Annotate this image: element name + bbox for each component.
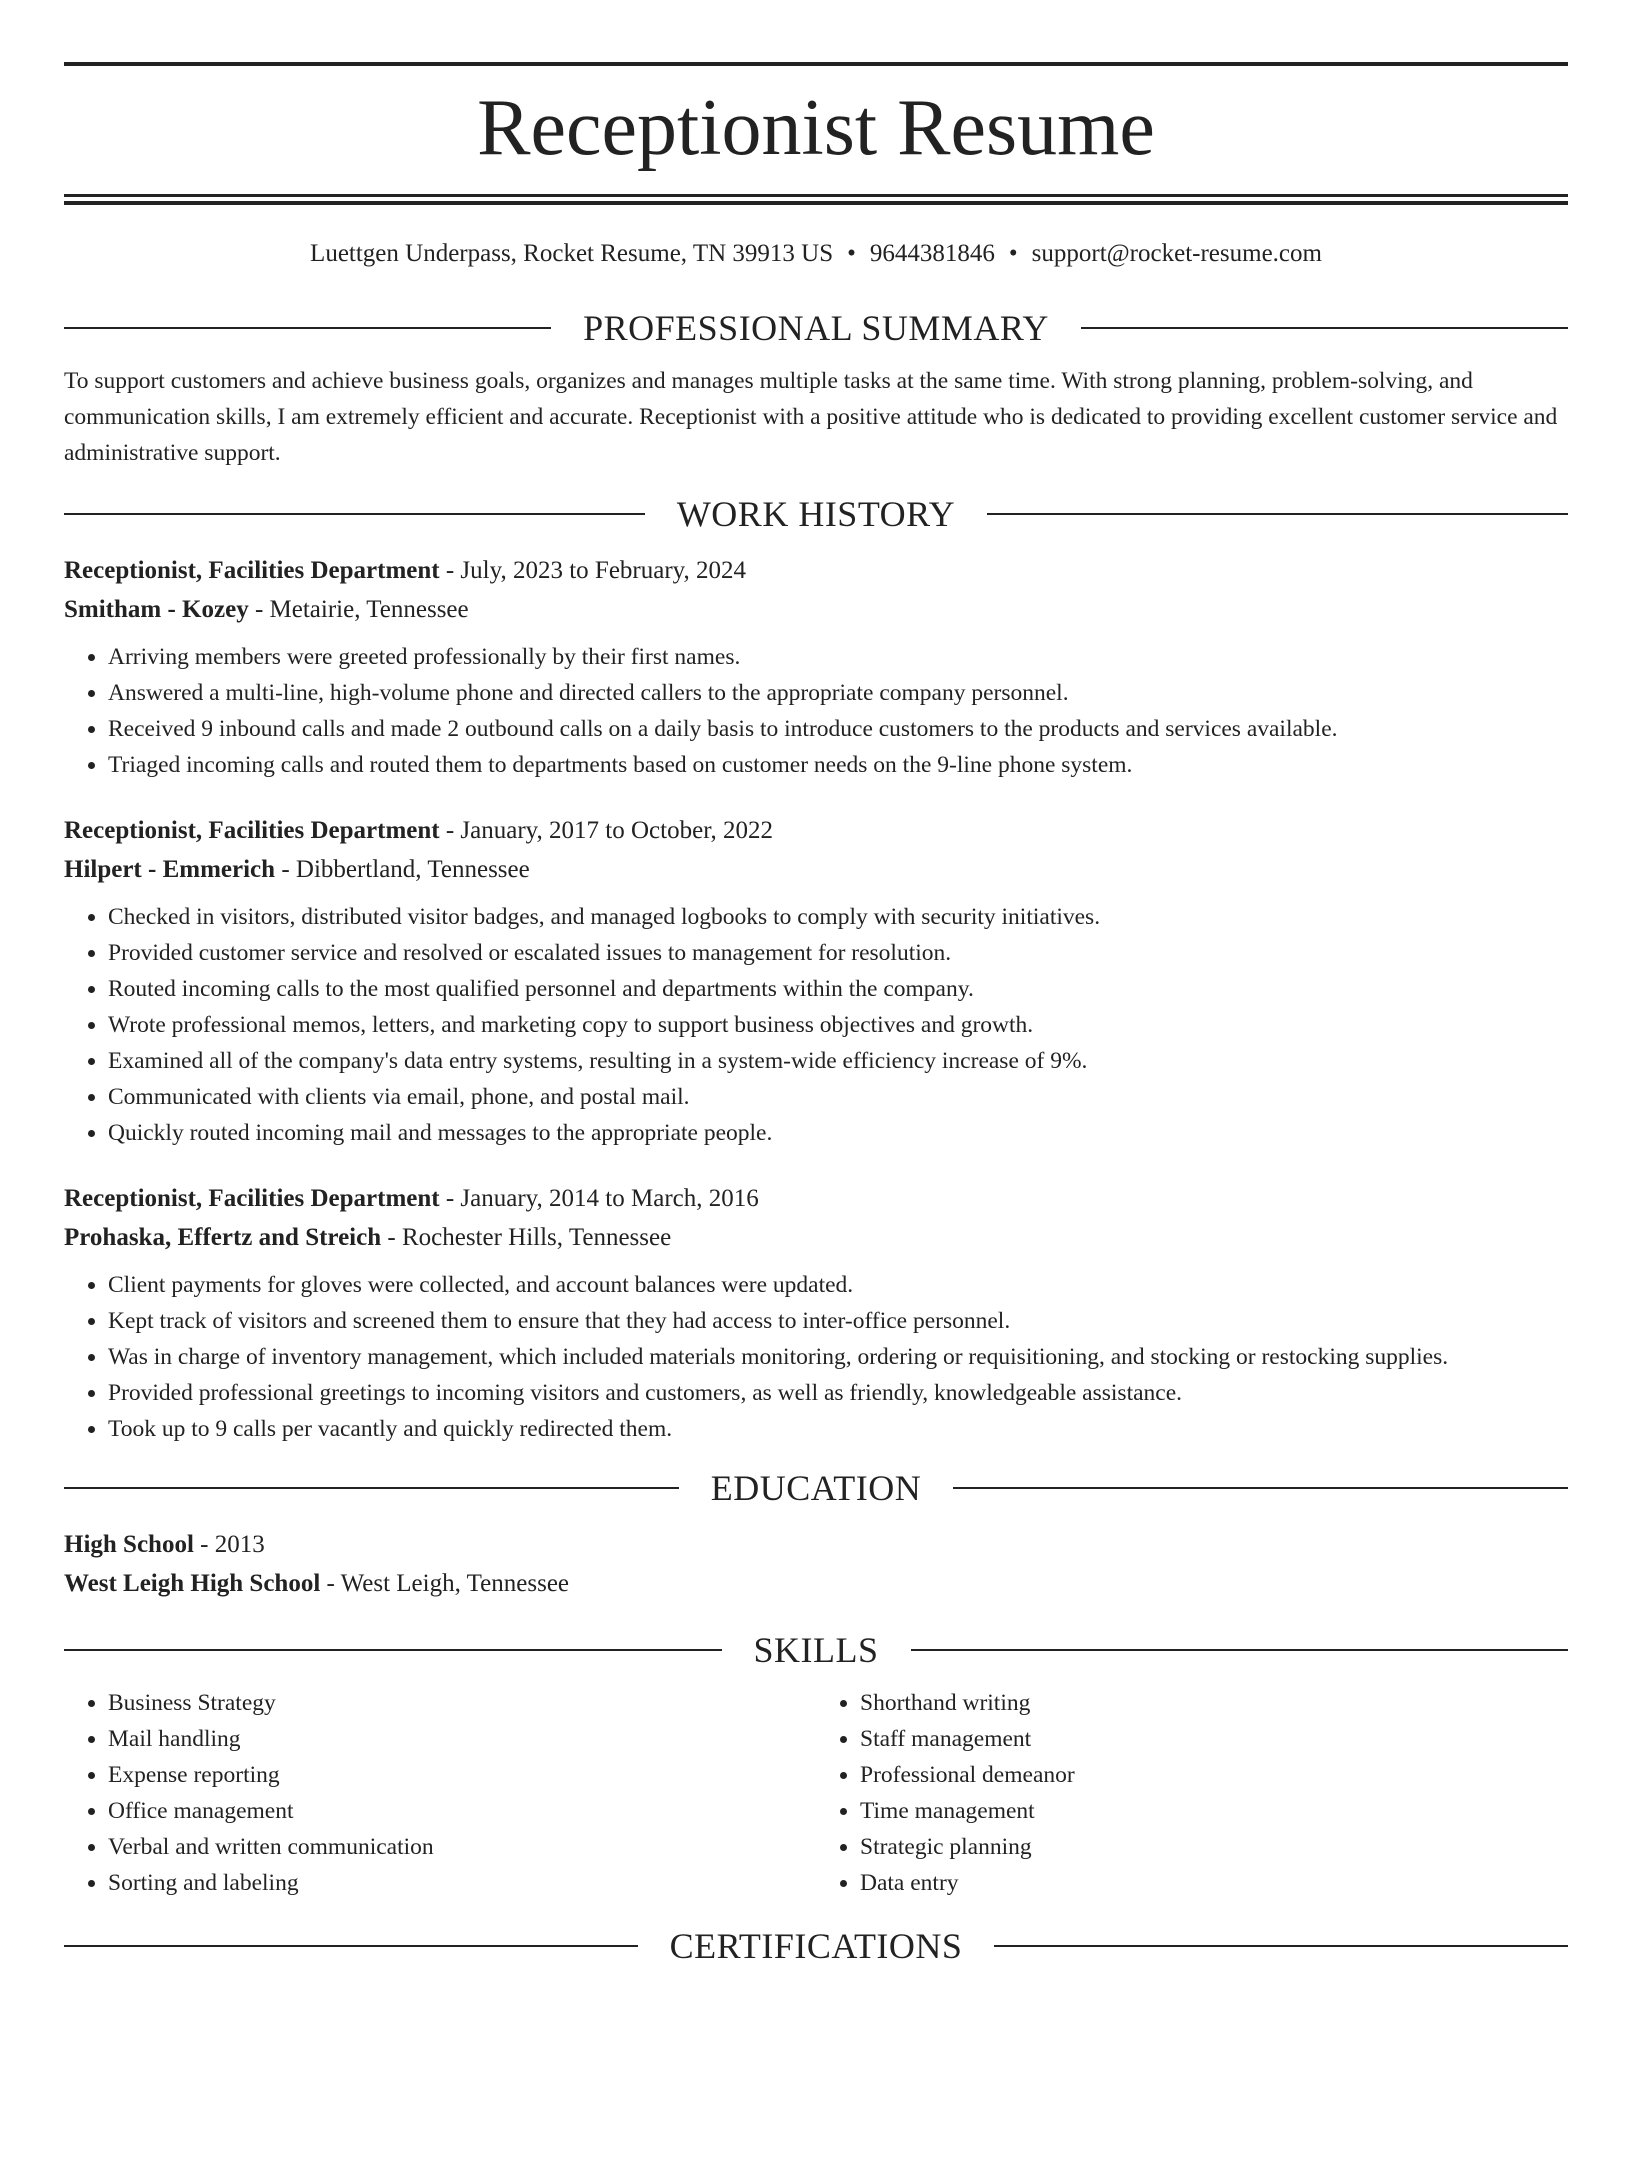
job-company-line [64,850,1568,889]
divider-line [64,327,551,329]
contact-address: Luettgen Underpass, Rocket Resume, TN 39913 US [310,240,834,267]
section-header-certifications [64,1923,1568,1969]
job-bullet: • Took up to 9 calls per vacantly and quickly redirected them. [108,1411,1568,1447]
contact-line [64,239,1568,269]
job-bullet: • Quickly routed incoming mail and messages to the appropriate people. [108,1115,1568,1151]
job-bullet: • Kept track of visitors and screened them to ensure that they had access to inter-office personnel. [108,1303,1568,1339]
skill-item: • Verbal and written communication [108,1829,816,1865]
section-header-skills [64,1627,1568,1673]
divider-line [911,1649,1569,1651]
section-title-education: EDUCATION [710,1468,922,1508]
job-title: Receptionist, Facilities Department [64,1185,440,1212]
contact-phone: 9644381846 [869,240,995,267]
skill-item: • Staff management [860,1721,1568,1757]
job-entry [64,1179,1568,1447]
section-title-work: WORK HISTORY [676,494,956,534]
skill-item: • Professional demeanor [860,1757,1568,1793]
resume-page [0,62,1632,2174]
skill-item: • Strategic planning [860,1829,1568,1865]
skills-column-right [816,1685,1568,1901]
job-entry [64,811,1568,1151]
skills-grid [64,1685,1568,1901]
job-title-line [64,811,1568,850]
contact-separator: • [847,240,856,267]
skill-item: • Sorting and labeling [108,1865,816,1901]
job-location: - Rochester Hills, Tennessee [381,1224,672,1251]
job-dates: - January, 2014 to March, 2016 [439,1185,759,1212]
job-bullet: • Client payments for gloves were collected, and account balances were updated. [108,1267,1568,1303]
skill-item: • Mail handling [108,1721,816,1757]
section-title-summary: PROFESSIONAL SUMMARY [583,308,1049,348]
job-bullet: • Communicated with clients via email, phone, and postal mail. [108,1079,1568,1115]
skill-item: • Business Strategy [108,1685,816,1721]
education-school: West Leigh High School [64,1570,321,1597]
job-bullet: • Was in charge of inventory management, which included materials monitoring, ordering or requisitioning, and stocking or restocking supplies. [108,1339,1568,1375]
job-location: - Metairie, Tennessee [248,596,469,623]
divider-line [64,1649,722,1651]
job-title-line [64,551,1568,590]
divider-line [1081,327,1568,329]
skill-item: • Time management [860,1793,1568,1829]
divider-line [64,513,645,515]
job-bullet: • Checked in visitors, distributed visitor badges, and managed logbooks to comply with security initiatives. [108,899,1568,935]
skills-column-left [64,1685,816,1901]
skill-item: • Shorthand writing [860,1685,1568,1721]
job-dates: - July, 2023 to February, 2024 [439,557,747,584]
job-company-line [64,1218,1568,1257]
job-bullet: • Answered a multi-line, high-volume phone and directed callers to the appropriate company personnel. [108,675,1568,711]
divider-line [953,1487,1568,1489]
job-dates: - January, 2017 to October, 2022 [439,817,774,844]
section-title-certifications: CERTIFICATIONS [669,1926,963,1966]
job-bullet: • Arriving members were greeted professionally by their first names. [108,639,1568,675]
divider-line [64,1487,679,1489]
section-title-skills: SKILLS [753,1630,879,1670]
education-degree: High School [64,1531,194,1558]
job-location: - Dibbertland, Tennessee [275,856,530,883]
job-company: Smitham - Kozey [64,596,249,623]
job-bullet: • Provided professional greetings to incoming visitors and customers, as well as friendly, knowledgeable assistance. [108,1375,1568,1411]
section-header-summary [64,305,1568,351]
job-bullets [64,639,1568,783]
job-bullet: • Routed incoming calls to the most qualified personnel and departments within the company. [108,971,1568,1007]
skill-item: • Expense reporting [108,1757,816,1793]
skill-item: • Data entry [860,1865,1568,1901]
section-header-work [64,491,1568,537]
section-header-education [64,1465,1568,1511]
skill-item: • Office management [108,1793,816,1829]
contact-email: support@rocket-resume.com [1031,240,1322,267]
divider-line [994,1945,1568,1947]
job-entry [64,551,1568,783]
job-title: Receptionist, Facilities Department [64,557,440,584]
education-year: - 2013 [193,1531,265,1558]
resume-title: Receptionist Resume [477,84,1155,172]
education-location: - West Leigh, Tennessee [320,1570,570,1597]
job-bullet: • Triaged incoming calls and routed them to departments based on customer needs on the 9-line phone system. [108,747,1568,783]
education-degree-line [64,1525,1568,1564]
education-entry [64,1525,1568,1603]
title-double-rule [64,194,1568,205]
job-company: Prohaska, Effertz and Streich [64,1224,382,1251]
job-bullet: • Examined all of the company's data entry systems, resulting in a system-wide efficiency increase of 9%. [108,1043,1568,1079]
job-bullets [64,1267,1568,1447]
job-bullet: • Provided customer service and resolved or escalated issues to management for resolution. [108,935,1568,971]
job-company-line [64,590,1568,629]
job-title: Receptionist, Facilities Department [64,817,440,844]
job-title-line [64,1179,1568,1218]
education-school-line [64,1564,1568,1603]
job-company: Hilpert - Emmerich [64,856,276,883]
divider-line [987,513,1568,515]
job-bullets [64,899,1568,1151]
divider-line [64,1945,638,1947]
job-bullet: • Wrote professional memos, letters, and marketing copy to support business objectives and growth. [108,1007,1568,1043]
contact-separator: • [1008,240,1018,267]
summary-text: To support customers and achieve business goals, organizes and manages multiple tasks at the same time. With strong planning, problem-solving, and communication skills, I am extremely efficient and accurate. Receptionist with a positive attitude who is dedicated to providing excellent customer service and administrative support. [64,368,1558,466]
top-rule [64,62,1568,66]
job-bullet: • Received 9 inbound calls and made 2 outbound calls on a daily basis to introduce customers to the products and services available. [108,711,1568,747]
